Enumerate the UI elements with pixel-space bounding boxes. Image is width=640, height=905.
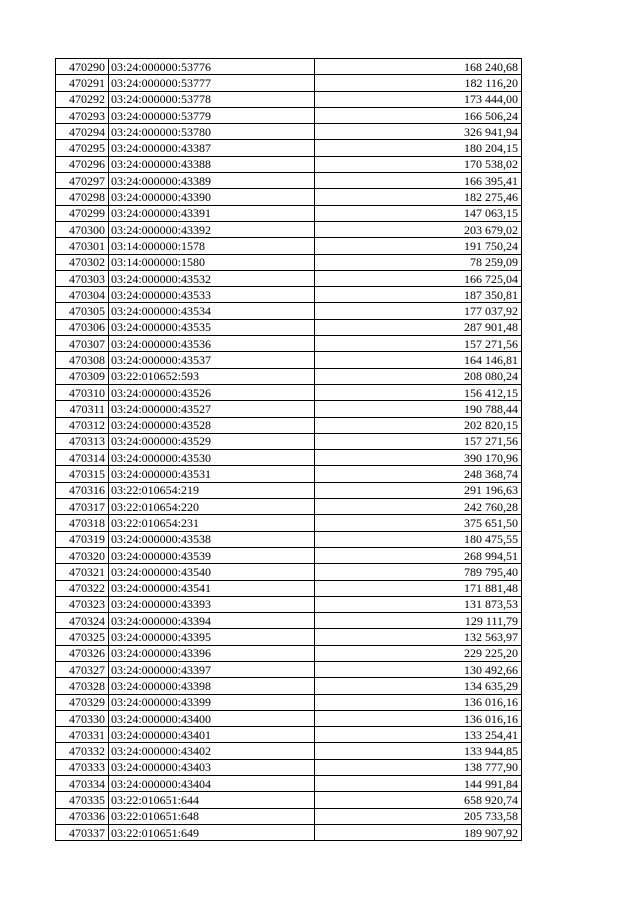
row-number-cell: 470304 xyxy=(56,287,109,303)
table-row xyxy=(56,75,522,91)
table-row xyxy=(56,352,522,368)
cadastral-number-cell: 03:24:000000:43533 xyxy=(109,287,315,303)
cadastral-number-cell: 03:22:010652:593 xyxy=(109,368,315,384)
value-cell: 129 111,79 xyxy=(315,613,522,629)
row-number-cell: 470302 xyxy=(56,254,109,270)
value-cell: 658 920,74 xyxy=(315,792,522,808)
cadastral-number-cell: 03:24:000000:43397 xyxy=(109,661,315,677)
value-cell: 164 146,81 xyxy=(315,352,522,368)
cadastral-number-cell: 03:24:000000:43395 xyxy=(109,629,315,645)
value-cell: 166 725,04 xyxy=(315,270,522,286)
row-number-cell: 470310 xyxy=(56,384,109,400)
row-number-cell: 470291 xyxy=(56,75,109,91)
row-number-cell: 470300 xyxy=(56,221,109,237)
row-number-cell: 470320 xyxy=(56,547,109,563)
row-number-cell: 470309 xyxy=(56,368,109,384)
cadastral-number-cell: 03:22:010654:231 xyxy=(109,515,315,531)
value-cell: 170 538,02 xyxy=(315,156,522,172)
table-row xyxy=(56,499,522,515)
table-row xyxy=(56,776,522,792)
row-number-cell: 470328 xyxy=(56,678,109,694)
value-cell: 326 941,94 xyxy=(315,124,522,140)
table-row xyxy=(56,384,522,400)
table-row xyxy=(56,303,522,319)
table-row xyxy=(56,205,522,221)
row-number-cell: 470290 xyxy=(56,59,109,75)
row-number-cell: 470337 xyxy=(56,824,109,840)
table-row xyxy=(56,140,522,156)
row-number-cell: 470298 xyxy=(56,189,109,205)
value-cell: 242 760,28 xyxy=(315,499,522,515)
table-row xyxy=(56,580,522,596)
cadastral-number-cell: 03:24:000000:43538 xyxy=(109,531,315,547)
value-cell: 287 901,48 xyxy=(315,319,522,335)
row-number-cell: 470334 xyxy=(56,776,109,792)
cadastral-number-cell: 03:24:000000:43398 xyxy=(109,678,315,694)
cadastral-number-cell: 03:24:000000:43388 xyxy=(109,156,315,172)
row-number-cell: 470335 xyxy=(56,792,109,808)
value-cell: 291 196,63 xyxy=(315,482,522,498)
table-row xyxy=(56,221,522,237)
row-number-cell: 470306 xyxy=(56,319,109,335)
table-row xyxy=(56,727,522,743)
value-cell: 130 492,66 xyxy=(315,661,522,677)
row-number-cell: 470322 xyxy=(56,580,109,596)
value-cell: 208 080,24 xyxy=(315,368,522,384)
row-number-cell: 470325 xyxy=(56,629,109,645)
cadastral-number-cell: 03:24:000000:43541 xyxy=(109,580,315,596)
value-cell: 203 679,02 xyxy=(315,221,522,237)
cadastral-number-cell: 03:24:000000:43402 xyxy=(109,743,315,759)
value-cell: 187 350,81 xyxy=(315,287,522,303)
cadastral-number-cell: 03:24:000000:43540 xyxy=(109,564,315,580)
cadastral-number-cell: 03:24:000000:43528 xyxy=(109,417,315,433)
row-number-cell: 470311 xyxy=(56,401,109,417)
value-cell: 134 635,29 xyxy=(315,678,522,694)
table-row xyxy=(56,91,522,107)
row-number-cell: 470336 xyxy=(56,808,109,824)
cadastral-number-cell: 03:22:010654:220 xyxy=(109,499,315,515)
value-cell: 205 733,58 xyxy=(315,808,522,824)
value-cell: 190 788,44 xyxy=(315,401,522,417)
row-number-cell: 470307 xyxy=(56,336,109,352)
row-number-cell: 470319 xyxy=(56,531,109,547)
row-number-cell: 470330 xyxy=(56,710,109,726)
cadastral-number-cell: 03:24:000000:43390 xyxy=(109,189,315,205)
table-row xyxy=(56,645,522,661)
data-table xyxy=(55,58,522,841)
row-number-cell: 470294 xyxy=(56,124,109,140)
table-row xyxy=(56,661,522,677)
row-number-cell: 470299 xyxy=(56,205,109,221)
value-cell: 180 475,55 xyxy=(315,531,522,547)
value-cell: 132 563,97 xyxy=(315,629,522,645)
row-number-cell: 470301 xyxy=(56,238,109,254)
cadastral-number-cell: 03:24:000000:43526 xyxy=(109,384,315,400)
row-number-cell: 470295 xyxy=(56,140,109,156)
table-row xyxy=(56,759,522,775)
value-cell: 166 395,41 xyxy=(315,173,522,189)
value-cell: 375 651,50 xyxy=(315,515,522,531)
table-row xyxy=(56,107,522,123)
value-cell: 131 873,53 xyxy=(315,596,522,612)
cadastral-number-cell: 03:24:000000:43404 xyxy=(109,776,315,792)
table-row xyxy=(56,417,522,433)
cadastral-number-cell: 03:24:000000:43530 xyxy=(109,450,315,466)
value-cell: 133 254,41 xyxy=(315,727,522,743)
cadastral-number-cell: 03:14:000000:1578 xyxy=(109,238,315,254)
cadastral-number-cell: 03:24:000000:53777 xyxy=(109,75,315,91)
row-number-cell: 470315 xyxy=(56,466,109,482)
table-row xyxy=(56,515,522,531)
table-row xyxy=(56,433,522,449)
cadastral-number-cell: 03:24:000000:43392 xyxy=(109,221,315,237)
row-number-cell: 470312 xyxy=(56,417,109,433)
table-row xyxy=(56,629,522,645)
table-row xyxy=(56,238,522,254)
table-row xyxy=(56,173,522,189)
cadastral-number-cell: 03:24:000000:43531 xyxy=(109,466,315,482)
value-cell: 133 944,85 xyxy=(315,743,522,759)
value-cell: 144 991,84 xyxy=(315,776,522,792)
value-cell: 171 881,48 xyxy=(315,580,522,596)
value-cell: 268 994,51 xyxy=(315,547,522,563)
row-number-cell: 470317 xyxy=(56,499,109,515)
value-cell: 166 506,24 xyxy=(315,107,522,123)
row-number-cell: 470303 xyxy=(56,270,109,286)
row-number-cell: 470331 xyxy=(56,727,109,743)
row-number-cell: 470292 xyxy=(56,91,109,107)
table-row xyxy=(56,59,522,75)
row-number-cell: 470326 xyxy=(56,645,109,661)
cadastral-number-cell: 03:14:000000:1580 xyxy=(109,254,315,270)
value-cell: 136 016,16 xyxy=(315,694,522,710)
row-number-cell: 470313 xyxy=(56,433,109,449)
row-number-cell: 470333 xyxy=(56,759,109,775)
cadastral-number-cell: 03:24:000000:43527 xyxy=(109,401,315,417)
value-cell: 191 750,24 xyxy=(315,238,522,254)
table-row xyxy=(56,792,522,808)
value-cell: 789 795,40 xyxy=(315,564,522,580)
table-row xyxy=(56,287,522,303)
table-row xyxy=(56,531,522,547)
value-cell: 177 037,92 xyxy=(315,303,522,319)
table-row xyxy=(56,450,522,466)
table-row xyxy=(56,319,522,335)
cadastral-number-cell: 03:24:000000:43536 xyxy=(109,336,315,352)
value-cell: 189 907,92 xyxy=(315,824,522,840)
row-number-cell: 470314 xyxy=(56,450,109,466)
table-row xyxy=(56,564,522,580)
table-row xyxy=(56,124,522,140)
row-number-cell: 470297 xyxy=(56,173,109,189)
row-number-cell: 470293 xyxy=(56,107,109,123)
value-cell: 78 259,09 xyxy=(315,254,522,270)
table-row xyxy=(56,808,522,824)
row-number-cell: 470324 xyxy=(56,613,109,629)
cadastral-number-cell: 03:24:000000:43394 xyxy=(109,613,315,629)
table-row xyxy=(56,547,522,563)
cadastral-number-cell: 03:24:000000:53778 xyxy=(109,91,315,107)
value-cell: 136 016,16 xyxy=(315,710,522,726)
cadastral-number-cell: 03:24:000000:43399 xyxy=(109,694,315,710)
table-row xyxy=(56,824,522,840)
table-row xyxy=(56,156,522,172)
table-row xyxy=(56,678,522,694)
cadastral-number-cell: 03:22:010651:648 xyxy=(109,808,315,824)
row-number-cell: 470329 xyxy=(56,694,109,710)
table-row xyxy=(56,613,522,629)
row-number-cell: 470316 xyxy=(56,482,109,498)
row-number-cell: 470332 xyxy=(56,743,109,759)
table-row xyxy=(56,743,522,759)
table-row xyxy=(56,401,522,417)
cadastral-number-cell: 03:24:000000:43534 xyxy=(109,303,315,319)
row-number-cell: 470327 xyxy=(56,661,109,677)
cadastral-number-cell: 03:22:010651:644 xyxy=(109,792,315,808)
cadastral-number-cell: 03:24:000000:53776 xyxy=(109,59,315,75)
table-row xyxy=(56,466,522,482)
table-row xyxy=(56,710,522,726)
cadastral-number-cell: 03:24:000000:43391 xyxy=(109,205,315,221)
cadastral-number-cell: 03:24:000000:43396 xyxy=(109,645,315,661)
row-number-cell: 470321 xyxy=(56,564,109,580)
table-body xyxy=(56,59,522,841)
value-cell: 182 116,20 xyxy=(315,75,522,91)
cadastral-number-cell: 03:24:000000:43539 xyxy=(109,547,315,563)
row-number-cell: 470308 xyxy=(56,352,109,368)
value-cell: 182 275,46 xyxy=(315,189,522,205)
cadastral-number-cell: 03:24:000000:53780 xyxy=(109,124,315,140)
value-cell: 173 444,00 xyxy=(315,91,522,107)
value-cell: 157 271,56 xyxy=(315,336,522,352)
row-number-cell: 470318 xyxy=(56,515,109,531)
value-cell: 390 170,96 xyxy=(315,450,522,466)
cadastral-number-cell: 03:24:000000:43387 xyxy=(109,140,315,156)
row-number-cell: 470296 xyxy=(56,156,109,172)
table-row xyxy=(56,336,522,352)
value-cell: 156 412,15 xyxy=(315,384,522,400)
cadastral-number-cell: 03:24:000000:43403 xyxy=(109,759,315,775)
cadastral-number-cell: 03:22:010651:649 xyxy=(109,824,315,840)
cadastral-number-cell: 03:24:000000:43535 xyxy=(109,319,315,335)
cadastral-number-cell: 03:24:000000:43393 xyxy=(109,596,315,612)
value-cell: 147 063,15 xyxy=(315,205,522,221)
value-cell: 157 271,56 xyxy=(315,433,522,449)
cadastral-number-cell: 03:24:000000:43401 xyxy=(109,727,315,743)
cadastral-number-cell: 03:24:000000:43400 xyxy=(109,710,315,726)
cadastral-number-cell: 03:22:010654:219 xyxy=(109,482,315,498)
value-cell: 229 225,20 xyxy=(315,645,522,661)
cadastral-number-cell: 03:24:000000:43529 xyxy=(109,433,315,449)
cadastral-number-cell: 03:24:000000:43532 xyxy=(109,270,315,286)
value-cell: 168 240,68 xyxy=(315,59,522,75)
table-row xyxy=(56,254,522,270)
table-row xyxy=(56,596,522,612)
row-number-cell: 470323 xyxy=(56,596,109,612)
table-row xyxy=(56,270,522,286)
cadastral-number-cell: 03:24:000000:43537 xyxy=(109,352,315,368)
cadastral-number-cell: 03:24:000000:53779 xyxy=(109,107,315,123)
cadastral-number-cell: 03:24:000000:43389 xyxy=(109,173,315,189)
value-cell: 248 368,74 xyxy=(315,466,522,482)
table-row xyxy=(56,482,522,498)
value-cell: 180 204,15 xyxy=(315,140,522,156)
row-number-cell: 470305 xyxy=(56,303,109,319)
table-row xyxy=(56,368,522,384)
table-row xyxy=(56,189,522,205)
value-cell: 202 820,15 xyxy=(315,417,522,433)
table-row xyxy=(56,694,522,710)
value-cell: 138 777,90 xyxy=(315,759,522,775)
